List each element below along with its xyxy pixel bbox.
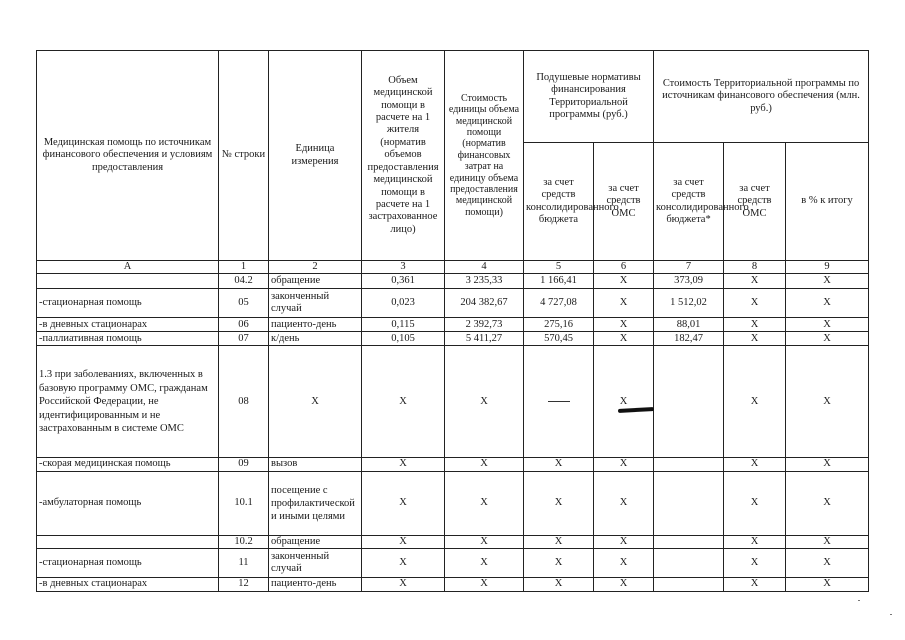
- table-row: [37, 274, 869, 289]
- column-number: 4: [445, 261, 524, 274]
- row-unit: к/день: [269, 332, 362, 346]
- row-name: [37, 274, 219, 289]
- cell-percent: X: [786, 346, 869, 458]
- cell-unit-cost: X: [445, 578, 524, 591]
- table-row: [37, 535, 869, 548]
- cell-cost-budget: [654, 578, 724, 591]
- row-unit: законченный случай: [269, 549, 362, 578]
- table-row: [37, 578, 869, 591]
- cell-volume: 0,023: [362, 289, 445, 318]
- cell-cost-oms: X: [724, 549, 786, 578]
- cell-volume: X: [362, 535, 445, 548]
- cell-cost-budget: [654, 346, 724, 458]
- cell-pc-budget: 570,45: [524, 332, 594, 346]
- header-col-3: Объем медицинской помощи в расчете на 1 жителя (норматив объемов предоставления медицинской помощи в расчете на 1 застрахованное лицо): [362, 51, 445, 261]
- table-row: [37, 318, 869, 332]
- column-number: 8: [724, 261, 786, 274]
- cell-pc-oms: X: [594, 332, 654, 346]
- row-number: 07: [219, 332, 269, 346]
- cell-percent: X: [786, 318, 869, 332]
- cell-cost-budget: 1 512,02: [654, 289, 724, 318]
- cell-pc-oms: X: [594, 458, 654, 471]
- column-number: 6: [594, 261, 654, 274]
- row-number: 12: [219, 578, 269, 591]
- row-number: 04.2: [219, 274, 269, 289]
- cell-cost-oms: X: [724, 535, 786, 548]
- cell-percent: X: [786, 578, 869, 591]
- cell-percent: X: [786, 458, 869, 471]
- table-row: [37, 332, 869, 346]
- cell-percent: X: [786, 332, 869, 346]
- cell-pc-oms: X: [594, 274, 654, 289]
- cell-percent: X: [786, 535, 869, 548]
- column-number-row: [37, 261, 869, 274]
- cell-unit-cost: 204 382,67: [445, 289, 524, 318]
- row-unit: обращение: [269, 535, 362, 548]
- column-number: 9: [786, 261, 869, 274]
- cell-pc-budget: X: [524, 471, 594, 535]
- column-number: 3: [362, 261, 445, 274]
- row-unit: пациенто-день: [269, 318, 362, 332]
- row-unit: обращение: [269, 274, 362, 289]
- table-row: [37, 346, 869, 458]
- cell-cost-oms: X: [724, 289, 786, 318]
- row-name: -скорая медицинская помощь: [37, 458, 219, 471]
- row-name: 1.3 при заболеваниях, включенных в базовую программу ОМС, гражданам Российской Федерации, не идентифицированным и не застрахованным в системе ОМС: [37, 346, 219, 458]
- table-row: [37, 289, 869, 318]
- column-number: А: [37, 261, 219, 274]
- cell-volume: 0,105: [362, 332, 445, 346]
- cell-cost-oms: X: [724, 332, 786, 346]
- cell-pc-oms: X: [594, 346, 654, 458]
- cell-pc-budget: X: [524, 535, 594, 548]
- header-group-per-capita: Подушевые нормативы финансирования Территориальной программы (руб.): [524, 51, 654, 143]
- row-name: -амбулаторная помощь: [37, 471, 219, 535]
- cell-cost-oms: X: [724, 458, 786, 471]
- dash-mark: [548, 401, 570, 402]
- row-unit: законченный случай: [269, 289, 362, 318]
- cell-pc-oms: X: [594, 535, 654, 548]
- cell-pc-oms: X: [594, 549, 654, 578]
- cell-unit-cost: 3 235,33: [445, 274, 524, 289]
- row-name: -в дневных стационарах: [37, 318, 219, 332]
- financing-table: [36, 50, 869, 592]
- column-number: 7: [654, 261, 724, 274]
- cell-cost-oms: X: [724, 318, 786, 332]
- cell-unit-cost: 5 411,27: [445, 332, 524, 346]
- row-unit: X: [269, 346, 362, 458]
- cell-pc-budget: X: [524, 549, 594, 578]
- cell-cost-budget: [654, 535, 724, 548]
- cell-unit-cost: X: [445, 458, 524, 471]
- row-number: 10.2: [219, 535, 269, 548]
- cell-unit-cost: X: [445, 549, 524, 578]
- header-group-cost: Стоимость Территориальной программы по источникам финансового обеспечения (млн. руб.): [654, 51, 869, 143]
- cell-unit-cost: X: [445, 535, 524, 548]
- row-name: -стационарная помощь: [37, 549, 219, 578]
- table-row: [37, 549, 869, 578]
- column-number: 5: [524, 261, 594, 274]
- cell-volume: X: [362, 458, 445, 471]
- header-col-7: за счет средств консолидированного бюджета*: [654, 143, 724, 261]
- cell-cost-budget: 373,09: [654, 274, 724, 289]
- cell-percent: X: [786, 289, 869, 318]
- row-unit: вызов: [269, 458, 362, 471]
- row-number: 10.1: [219, 471, 269, 535]
- cell-cost-budget: 182,47: [654, 332, 724, 346]
- row-number: 05: [219, 289, 269, 318]
- cell-cost-oms: X: [724, 471, 786, 535]
- cell-unit-cost: X: [445, 471, 524, 535]
- cell-pc-budget: 4 727,08: [524, 289, 594, 318]
- cell-percent: X: [786, 549, 869, 578]
- cell-volume: X: [362, 549, 445, 578]
- cell-volume: X: [362, 578, 445, 591]
- table-row: [37, 471, 869, 535]
- cell-volume: 0,361: [362, 274, 445, 289]
- cell-cost-budget: [654, 458, 724, 471]
- header-col-9: в % к итогу: [786, 143, 869, 261]
- cell-cost-oms: X: [724, 274, 786, 289]
- header-col-1: № строки: [219, 51, 269, 261]
- cell-pc-budget: [524, 346, 594, 458]
- row-number: 08: [219, 346, 269, 458]
- row-name: -стационарная помощь: [37, 289, 219, 318]
- cell-pc-oms: X: [594, 289, 654, 318]
- cell-volume: X: [362, 346, 445, 458]
- cell-pc-oms: X: [594, 318, 654, 332]
- cell-cost-budget: [654, 549, 724, 578]
- cell-volume: 0,115: [362, 318, 445, 332]
- cell-unit-cost: 2 392,73: [445, 318, 524, 332]
- row-name: -паллиативная помощь: [37, 332, 219, 346]
- header-col-8: за счет средств ОМС: [724, 143, 786, 261]
- cell-cost-budget: 88,01: [654, 318, 724, 332]
- row-name: [37, 535, 219, 548]
- cell-pc-budget: X: [524, 458, 594, 471]
- row-number: 06: [219, 318, 269, 332]
- cell-volume: X: [362, 471, 445, 535]
- table-row: [37, 458, 869, 471]
- cell-cost-budget: [654, 471, 724, 535]
- cell-cost-oms: X: [724, 346, 786, 458]
- column-number: 1: [219, 261, 269, 274]
- cell-percent: X: [786, 274, 869, 289]
- row-number: 09: [219, 458, 269, 471]
- cell-pc-budget: 1 166,41: [524, 274, 594, 289]
- row-unit: посещение с профилактической и иными целями: [269, 471, 362, 535]
- cell-percent: X: [786, 471, 869, 535]
- header-col-a: Медицинская помощь по источникам финансового обеспечения и условиям предоставления: [37, 51, 219, 261]
- header-col-5: за счет средств консолидированного бюджета: [524, 143, 594, 261]
- row-number: 11: [219, 549, 269, 578]
- row-name: -в дневных стационарах: [37, 578, 219, 591]
- cell-unit-cost: X: [445, 346, 524, 458]
- scan-speck: [890, 614, 892, 615]
- cell-pc-oms: X: [594, 578, 654, 591]
- header-col-6: за счет средств ОМС: [594, 143, 654, 261]
- header-col-4: Стоимость единицы объема медицинской помощи (норматив финансовых затрат на единицу объема предоставления медицинской помощи): [445, 51, 524, 261]
- cell-pc-oms: X: [594, 471, 654, 535]
- header-col-2: Единица измерения: [269, 51, 362, 261]
- row-unit: пациенто-день: [269, 578, 362, 591]
- column-number: 2: [269, 261, 362, 274]
- cell-cost-oms: X: [724, 578, 786, 591]
- cell-pc-budget: 275,16: [524, 318, 594, 332]
- scan-speck: [858, 600, 860, 601]
- cell-pc-budget: X: [524, 578, 594, 591]
